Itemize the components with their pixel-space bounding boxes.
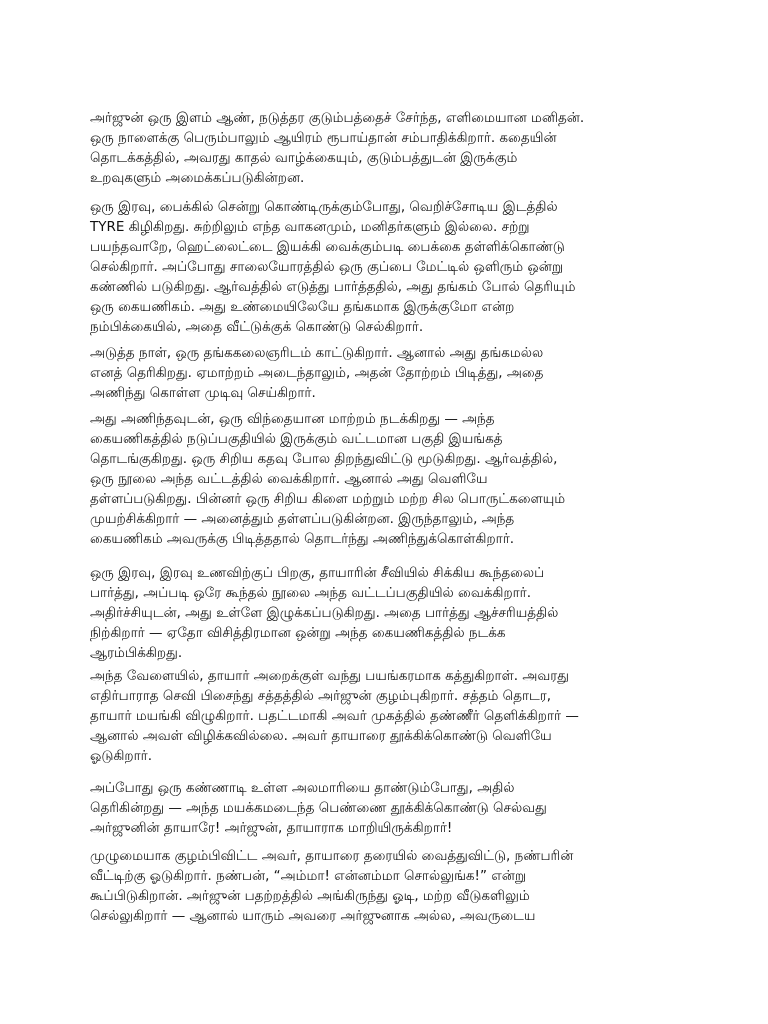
text-line: ஒரு இரவு, இரவு உணவிற்குப் பிறகு, தாயாரின் சீவியில் சிக்கிய கூந்தலைப் bbox=[90, 565, 545, 581]
text-line: தள்ளப்படுகிறது. பின்னர் ஒரு சிறிய கிளை மற்றும் மற்ற சில பொருட்களையும் bbox=[90, 491, 566, 507]
text-line: செல்லுகிறார் — ஆனால் யாரும் அவரை அர்ஜுனாக அல்ல, அவருடைய bbox=[90, 908, 536, 924]
text-line: நம்பிக்கையில், அதை வீட்டுக்குக் கொண்டு செல்கிறார். bbox=[90, 319, 424, 335]
text-line: எனத் தெரிகிறது. ஏமாற்றம் அடைந்தாலும், அதன் தோற்றம் பிடித்து, அதை bbox=[90, 365, 544, 381]
text-line: வீட்டிற்கு ஓடுகிறார். நண்பன், “அம்மா! என்னம்மா சொல்லுங்க!” என்று bbox=[90, 868, 527, 884]
text-line: உறவுகளும் அமைக்கப்படுகின்றன. bbox=[90, 170, 305, 186]
text-line: பார்த்து, அப்படி ஒரே கூந்தல் நூலை அந்த வட்டப்பகுதியில் வைக்கிறார். bbox=[90, 585, 532, 601]
text-line: ஆரம்பிக்கிறது. bbox=[90, 645, 183, 661]
text-line: முயற்சிக்கிறார் — அனைத்தும் தள்ளப்படுகின்றன. இருந்தாலும், அந்த bbox=[90, 511, 515, 527]
text-line: தெரிகின்றது — அந்த மயக்கமடைந்த பெண்ணை தூக்கிக்கொண்டு செல்வது bbox=[90, 800, 547, 816]
text-line: அணிந்து கொள்ள முடிவு செய்கிறார். bbox=[90, 385, 316, 401]
text-line: நிற்கிறார் — ஏதோ விசித்திரமான ஒன்று அந்த கையணிகத்தில் நடக்க bbox=[90, 625, 506, 641]
text-line: தாயார் மயங்கி விழுகிறார். பதட்டமாகி அவர் முகத்தில் தண்ணீர் தெளிக்கிறார் — bbox=[90, 708, 579, 724]
paragraph-goldsmith bbox=[90, 343, 730, 403]
text-line: அர்ஜுன் ஒரு இளம் ஆண், நடுத்தர குடும்பத்தைச் சேர்ந்த, எளிமையான மனிதன். bbox=[90, 110, 585, 126]
text-line: தொடங்குகிறது. ஒரு சிறிய கதவு போல திறந்துவிட்டு மூடுகிறது. ஆர்வத்தில், bbox=[90, 451, 558, 467]
text-line: கையணிகம் அவருக்கு பிடித்ததால் தொடர்ந்து அணிந்துக்கொள்கிறார். bbox=[90, 531, 515, 547]
text-line: கூப்பிடுகிறான். அர்ஜுன் பதற்றத்தில் அங்கிருந்து ஓடி, மற்ற வீடுகளிலும் bbox=[90, 888, 530, 904]
text-line: எதிர்பாராத செவி பிசைந்து சத்தத்தில் அர்ஜுன் குழம்புகிறார். சத்தம் தொடர, bbox=[90, 688, 552, 704]
text-line: ஒரு நாளைக்கு பெரும்பாலும் ஆயிரம் ரூபாய்தான் சம்பாதிக்கிறார். கதையின் bbox=[90, 130, 557, 146]
paragraph-hair-strand bbox=[90, 563, 730, 663]
paragraph-intro bbox=[90, 108, 730, 188]
text-line: அப்போது ஒரு கண்ணாடி உள்ள அலமாரியை தாண்டும்போது, அதில் bbox=[90, 780, 515, 796]
text-line: முழுமையாக குழம்பிவிட்ட அவர், தாயாரை தரையில் வைத்துவிட்டு, நண்பரின் bbox=[90, 848, 574, 864]
text-line: ஒரு இரவு, பைக்கில் சென்று கொண்டிருக்கும்போது, வெறிச்சோடிய இடத்தில் bbox=[90, 199, 558, 215]
text-line: தொடக்கத்தில், அவரது காதல் வாழ்க்கையும், குடும்பத்துடன் இருக்கும் bbox=[90, 150, 518, 166]
paragraph-night-ride bbox=[90, 197, 730, 337]
text-line: TYRE கிழிகிறது. சுற்றிலும் எந்த வாகனமும், மனிதர்களும் இல்லை. சற்று bbox=[90, 219, 530, 235]
text-line: ஓடுகிறார். bbox=[90, 748, 153, 764]
paragraph-mother-scream bbox=[90, 666, 730, 766]
text-line: செல்கிறார். அப்போது சாலையோரத்தில் ஒரு குப்பை மேட்டில் ஒளிரும் ஒன்று bbox=[90, 259, 564, 275]
text-line: அடுத்த நாள், ஒரு தங்ககலைஞரிடம் காட்டுகிறார். ஆனால் அது தங்கமல்ல bbox=[90, 345, 544, 361]
paragraph-friend-house bbox=[90, 846, 730, 926]
paragraph-mirror bbox=[90, 778, 730, 838]
text-line: பயந்தவாறே, ஹெட்லைட்டை இயக்கி வைக்கும்படி பைக்கை தள்ளிக்கொண்டு bbox=[90, 239, 565, 255]
text-line: அர்ஜுனின் தாயாரே! அர்ஜுன், தாயாராக மாறியிருக்கிறார்! bbox=[90, 820, 453, 836]
text-line: ஒரு நூலை அந்த வட்டத்தில் வைக்கிறார். ஆனால் அது வெளியே bbox=[90, 471, 488, 487]
text-line: கையணிகத்தில் நடுப்பகுதியில் இருக்கும் வட்டமான பகுதி இயங்கத் bbox=[90, 431, 503, 447]
text-line: அது அணிந்தவுடன், ஒரு விந்தையான மாற்றம் நடக்கிறது — அந்த bbox=[90, 411, 495, 427]
text-line: கண்ணில் படுகிறது. ஆர்வத்தில் எடுத்து பார்த்ததில், அது தங்கம் போல் தெரியும் bbox=[90, 279, 576, 295]
text-line: ஆனால் அவள் விழிக்கவில்லை. அவர் தாயாரை தூக்கிக்கொண்டு வெளியே bbox=[90, 728, 552, 744]
paragraph-strange-change bbox=[90, 409, 730, 549]
text-line: அதிர்ச்சியுடன், அது உள்ளே இழுக்கப்படுகிறது. அதை பார்த்து ஆச்சரியத்தில் bbox=[90, 605, 559, 621]
text-line: அந்த வேளையில், தாயார் அறைக்குள் வந்து பயங்கரமாக கத்துகிறாள். அவரது bbox=[90, 668, 569, 684]
text-line: ஒரு கையணிகம். அது உண்மையிலேயே தங்கமாக இருக்குமோ என்ற bbox=[90, 299, 515, 315]
